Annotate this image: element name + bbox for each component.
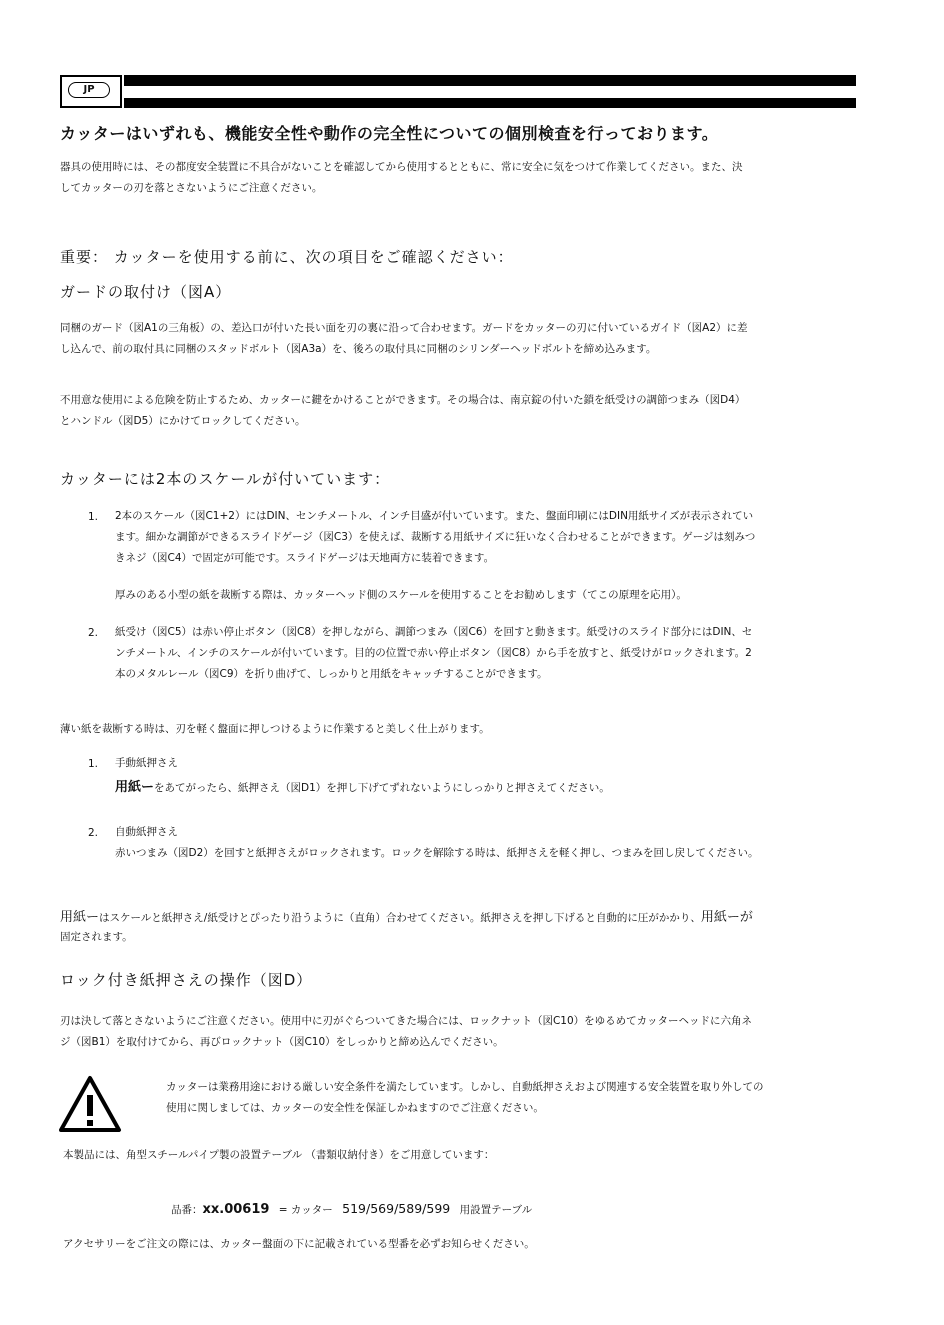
guard-paragraph-1 [60,318,748,360]
part-number-line [171,1201,532,1217]
manual-clamp-text [115,776,610,795]
lock-clamp-heading: ロック付き紙押さえの操作（図D） [60,971,313,989]
auto-clamp-text: 赤いつまみ（図D2）を回すと紙押さえがロックされます。ロックを解除する時は、紙押さえを軽く押し、つまみを回し戻してください。 [115,847,759,859]
text-line: ンチメートル、インチのスケールが付いています。目的の位置で赤い停止ボタン（図C8）から手を放すと、紙受けがロックされます。2 [115,647,752,659]
text-line: カッターは業務用途における厳しい安全条件を満たしています。しかし、自動紙押さえおよび関連する安全装置を取り外しての [166,1081,764,1093]
text-line: 同梱のガード（図A1の三角板）の、差込口が付いた長い面を刃の裏に沿って合わせます。ガードをカッターの刃に付いているガイド（図A2）に差 [60,322,748,334]
text-line: ます。細かな調節ができるスライドゲージ（図C3）を使えば、裁断する用紙サイズに狂いなく合わせることができます。ゲージは刻みつ [115,531,756,543]
list-number: 2. [88,627,99,639]
footer-note: アクセサリーをご注文の際には、カッター盤面の下に記載されている型番を必ずお知らせください。 [63,1238,535,1250]
guard-paragraph-2 [60,390,745,432]
table-note: 本製品には、角型スチールパイプ製の設置テーブル （書類収納付き）をご用意しています： [63,1149,495,1161]
part-number: xx.00619 [202,1202,270,1217]
paper-term: 用紙ーが [700,910,753,925]
scales-item-1-note: 厚みのある小型の紙を裁断する際は、カッターヘッド側のスケールを使用することをお勧めします（てこの原理を応用）。 [115,589,687,601]
text-line: 紙受け（図C5）は赤い停止ボタン（図C8）を押しながら、調節つまみ（図C6）を回すと動きます。紙受けのスライド部分にはDIN、セ [115,626,753,638]
text-line: 使用に関しましては、カッターの安全性を保証しかねますのでご注意ください。 [166,1102,544,1114]
paper-term: 用紙ー [115,780,155,795]
language-badge: JP [68,82,110,98]
important-heading: 重要： カッターを使用する前に、次の項目をご確認ください： [60,248,514,266]
paper-term: 用紙ー [60,910,100,925]
list-number: 2. [88,827,99,839]
auto-clamp-title: 自動紙押さえ [115,826,178,838]
text-line: してカッターの刃を落とさないようにご注意ください。 [60,182,323,194]
text-line: 不用意な使用による危険を防止するため、カッターに鍵をかけることができます。その場合は、南京錠の付いた鎖を紙受けの調節つまみ（図D4） [60,394,746,406]
text-line: とハンドル（図D5）にかけてロックしてください。 [60,415,306,427]
text-line: きネジ（図C4）で固定が可能です。スライドゲージは天地両方に装着できます。 [115,552,495,564]
text-line: し込んで、前の取付具に同梱のスタッドボルト（図A3a）を、後ろの取付具に同梱のシリンダーヘッドボルトを締め込みます。 [60,343,657,355]
header-bar-top [124,75,856,86]
warning-text [166,1077,764,1119]
lock-clamp-paragraph [60,1011,752,1053]
warning-triangle-icon [58,1075,122,1133]
manual-clamp-title: 手動紙押さえ [115,757,178,769]
scales-item-1 [115,506,755,569]
part-label: 品番： [171,1204,203,1216]
page-title: カッターはいずれも、機能安全性や動作の完全性についての個別検査を行っております。 [60,124,719,143]
text-line: 2本のスケール（図C1+2）にはDIN、センチメートル、インチ目盛が付いています。また、盤面印刷にはDIN用紙サイズが表示されてい [115,510,754,522]
cutter-models: 519/569/589/599 [342,1201,451,1216]
thin-paper-note: 薄い紙を裁断する時は、刃を軽く盤面に押しつけるように作業すると美しく仕上がります。 [60,723,490,735]
text-span: をあてがったら、紙押さえ（図D1）を押し下げてずれないようにしっかりと押さえてください。 [154,782,610,794]
scales-heading: カッターには2本のスケールが付いています： [60,470,391,488]
list-number: 1. [88,758,99,770]
text-line: 器具の使用時には、その都度安全装置に不具合がないことを確認してから使用するとともに、常に安全に気をつけて作業してください。また、決 [60,161,743,173]
align-paragraph-line-1 [60,906,753,925]
part-equals: = カッター [278,1204,333,1216]
guard-heading: ガードの取付け（図A） [60,283,232,301]
text-span: はスケールと紙押さえ/紙受けとぴったり沿うように（直角）合わせてください。紙押さえを押し下げると自動的に圧がかかり、 [99,912,701,924]
intro-paragraph [60,157,743,199]
part-suffix: 用設置テーブル [459,1204,533,1216]
align-paragraph-line-2: 固定されます。 [60,931,133,943]
list-number: 1. [88,511,99,523]
header-bar-bottom [124,98,856,108]
text-line: ジ（図B1）を取付けてから、再びロックナット（図C10）をしっかりと締め込んでください。 [60,1036,504,1048]
scales-item-2 [115,622,752,685]
text-line: 本のメタルレール（図C9）を折り曲げて、しっかりと用紙をキャッチすることができます。 [115,668,548,680]
text-line: 刃は決して落とさないようにご注意ください。使用中に刃がぐらついてきた場合には、ロックナット（図C10）をゆるめてカッターヘッドに六角ネ [60,1015,753,1027]
